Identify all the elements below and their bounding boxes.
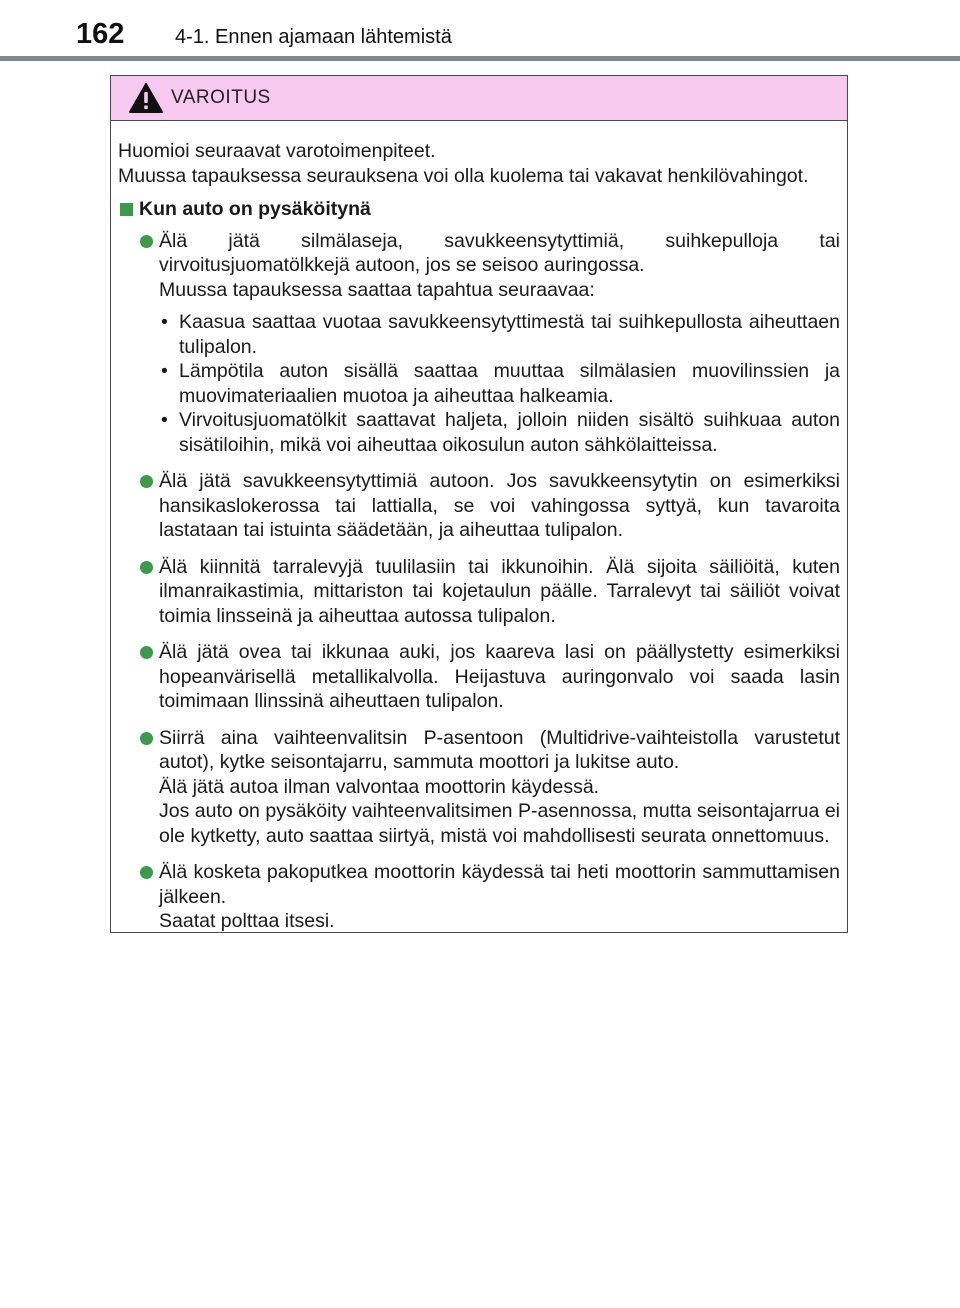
circle-bullet-icon [140, 866, 153, 879]
list-item [118, 469, 840, 543]
intro-line: Huomioi seuraavat varotoimenpiteet. [118, 140, 436, 162]
warning-triangle-icon [128, 82, 164, 114]
circle-bullet-icon [140, 561, 153, 574]
circle-bullet-icon [140, 646, 153, 659]
sub-list-item: • Virvoitusjuomatölkit saattavat haljeta, jolloin niiden sisältö suihkuaa auton sisätiloihin, mikä voi aiheuttaa oikosulun auton sähkölaitteissa. [161, 409, 840, 456]
circle-bullet-icon [140, 732, 153, 745]
sub-list-item: • Kaasua saattaa vuotaa savukkeensytyttimestä tai suihkepullosta aiheuttaen tulipalon. [161, 311, 840, 358]
header-rule [0, 56, 960, 61]
item-text: Älä jätä savukkeensytyttimiä autoon. Jos savukkeensytytin on esimerkiksi hansikaslokerossa tai lattialla, se voi vahingossa syttyä, kun tavaroita lastataan tai istuinta säädetään, ja aiheuttaa tulipalon. [159, 470, 840, 541]
item-text: Muussa tapauksessa saattaa tapahtua seuraavaa: [159, 278, 595, 301]
page-header [0, 0, 960, 62]
item-text: Älä kosketa pakoputkea moottorin käydessä tai heti moottorin sammuttamisen jälkeen. [159, 861, 840, 908]
warning-intro [118, 139, 840, 188]
section-title: 4-1. Ennen ajamaan lähtemistä [175, 26, 452, 48]
dot-bullet-icon: • [161, 409, 168, 431]
sub-list [159, 310, 840, 457]
dot-bullet-icon: • [161, 360, 168, 382]
item-text: Älä jätä autoa ilman valvontaa moottorin käydessä. [159, 775, 600, 798]
circle-bullet-icon [140, 235, 153, 248]
item-text: Jos auto on pysäköity vaihteenvalitsimen P-asennossa, mutta seisontajarrua ei ole kytketty, auto saattaa siirtyä, mistä voi mahdollisesti seurata onnettomuus. [159, 800, 840, 847]
intro-line: Muussa tapauksessa seurauksena voi olla kuolema tai vakavat henkilövahingot. [118, 164, 809, 187]
warning-title: VAROITUS [171, 87, 271, 108]
sub-list-item: • Lämpötila auton sisällä saattaa muuttaa silmälasien muovilinssien ja muovimateriaalien muotoa ja aiheuttaa halkeamia. [161, 360, 840, 407]
warning-box [110, 75, 848, 933]
list-item [118, 640, 840, 714]
page-number: 162 [76, 18, 125, 50]
list-item [118, 860, 840, 934]
list-item [118, 726, 840, 849]
item-text: Älä jätä ovea tai ikkunaa auki, jos kaareva lasi on päällystetty esimerkiksi hopeanvärisellä metallikalvolla. Heijastuva auringonvalo voi saada lasin toimimaan llinssinä aiheuttaen tulipalon. [159, 641, 840, 712]
item-text: Siirrä aina vaihteenvalitsin P-asentoon (Multidrive-vaihteistolla varustetut autot), kytke seisontajarru, sammuta moottori ja lukitse auto. [159, 726, 840, 773]
warning-body [111, 121, 847, 934]
item-text: Älä jätä silmälaseja, savukkeensytyttimiä, suihkepulloja tai virvoitusjuomatölkkejä autoon, jos se seisoo auringossa. [159, 229, 840, 276]
warning-header [111, 76, 847, 121]
item-text: Älä kiinnitä tarralevyjä tuulilasiin tai ikkunoihin. Älä sijoita säiliöitä, kuten ilmanraikastimia, mittariston tai kojetaulun päälle. Tarralevyt tai säiliöt voivat toimia linsseinä ja aiheuttaa autossa tulipalon. [159, 555, 840, 627]
item-text: Saatat polttaa itsesi. [159, 910, 335, 932]
list-item [118, 229, 840, 458]
list-item [118, 555, 840, 629]
subheading [118, 197, 840, 222]
circle-bullet-icon [140, 475, 153, 488]
subheading-text: Kun auto on pysäköitynä [139, 198, 371, 220]
square-bullet-icon [120, 203, 133, 216]
dot-bullet-icon: • [161, 311, 168, 333]
